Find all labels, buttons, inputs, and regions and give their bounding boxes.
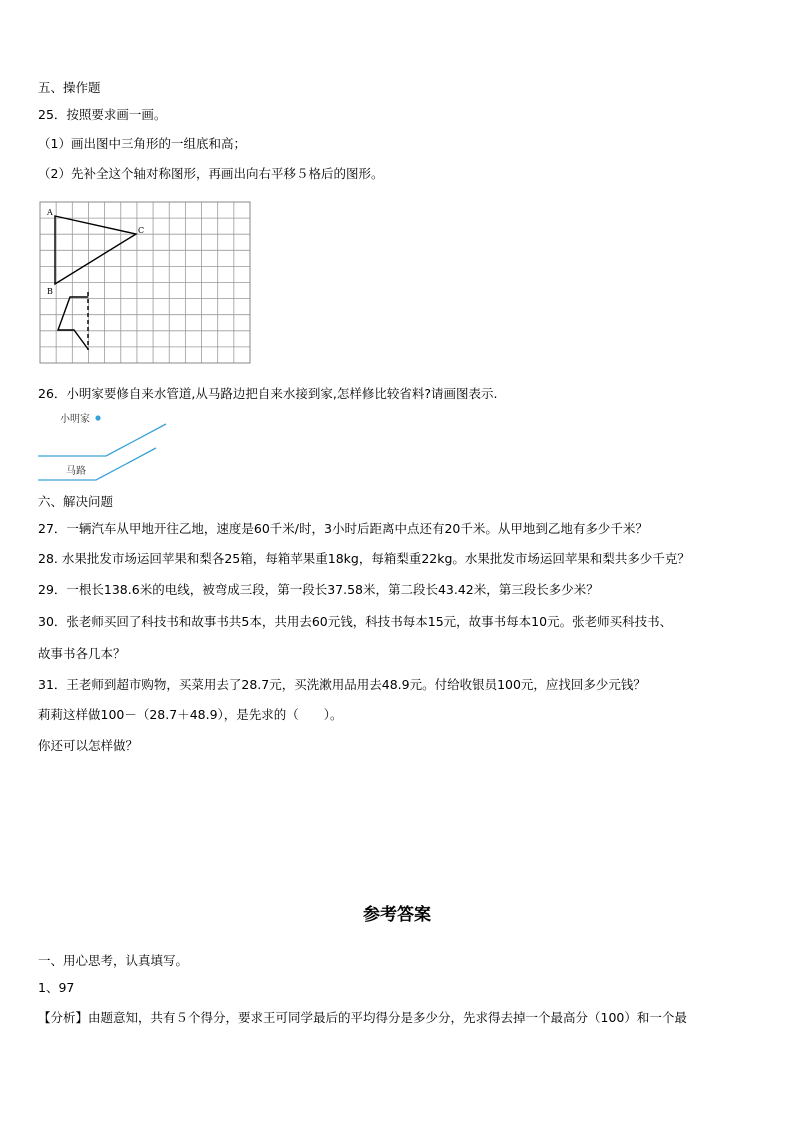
question-31-line-1: 31．王老师到超市购物，买菜用去了28.7元，买洗漱用品用去48.9元。付给收银员100元，应找回多少元钱？ xyxy=(38,677,646,692)
vertex-label-b: B xyxy=(47,287,53,296)
question-28: 28. 水果批发市场运回苹果和梨各25箱，每箱苹果重18kg，每箱梨重22kg。水果批发市场运回苹果和梨共多少千克？ xyxy=(38,551,690,566)
road-edge-lower xyxy=(38,448,156,480)
question-31-line-2: 莉莉这样做100－（28.7＋48.9），是先求的（ ）。 xyxy=(38,707,343,722)
grid-figure xyxy=(38,200,253,366)
answer-1: 1、97 xyxy=(38,980,75,995)
grid-lines xyxy=(40,202,250,363)
section-six-heading: 六、解决问题 xyxy=(38,494,114,509)
question-25: 25．按照要求画一画。 xyxy=(38,107,167,122)
answers-section-one-heading: 一、用心思考，认真填写。 xyxy=(38,953,189,968)
answer-key-title: 参考答案 xyxy=(363,905,431,925)
answer-1-analysis: 【分析】由题意知，共有５个得分，要求王可同学最后的平均得分是多少分，先求得去掉一个最高分（100）和一个最 xyxy=(38,1010,687,1025)
question-29: 29．一根长138.6米的电线，被弯成三段，第一段长37.58米，第二段长43.42米，第三段长多少米？ xyxy=(38,582,599,597)
question-31-line-3: 你还可以怎样做？ xyxy=(38,738,139,753)
question-25-part-1: （1）画出图中三角形的一组底和高； xyxy=(38,136,246,151)
question-25-part-2: （2）先补全这个轴对称图形，再画出向右平移５格后的图形。 xyxy=(38,166,384,181)
road-label: 马路 xyxy=(66,466,86,477)
section-five-heading: 五、操作题 xyxy=(38,80,101,95)
question-30-line-1: 30．张老师买回了科技书和故事书共5本，共用去60元钱，科技书每本15元，故事书每本10元。张老师买科技书、 xyxy=(38,614,673,629)
road-edge-upper xyxy=(38,424,166,456)
question-27: 27．一辆汽车从甲地开往乙地，速度是60千米/时，3小时后距离中点还有20千米。从甲地到乙地有多少千米？ xyxy=(38,521,648,536)
vertex-label-c: C xyxy=(138,226,145,235)
vertex-label-a: A xyxy=(47,208,53,217)
question-30-line-2: 故事书各几本？ xyxy=(38,646,126,661)
half-symmetric-shape xyxy=(58,297,88,349)
question-26: 26．小明家要修自来水管道,从马路边把自来水接到家,怎样修比较省料?请画图表示. xyxy=(38,386,498,401)
home-label: 小明家 xyxy=(60,414,90,425)
home-dot xyxy=(95,415,100,420)
road-figure xyxy=(38,408,178,488)
